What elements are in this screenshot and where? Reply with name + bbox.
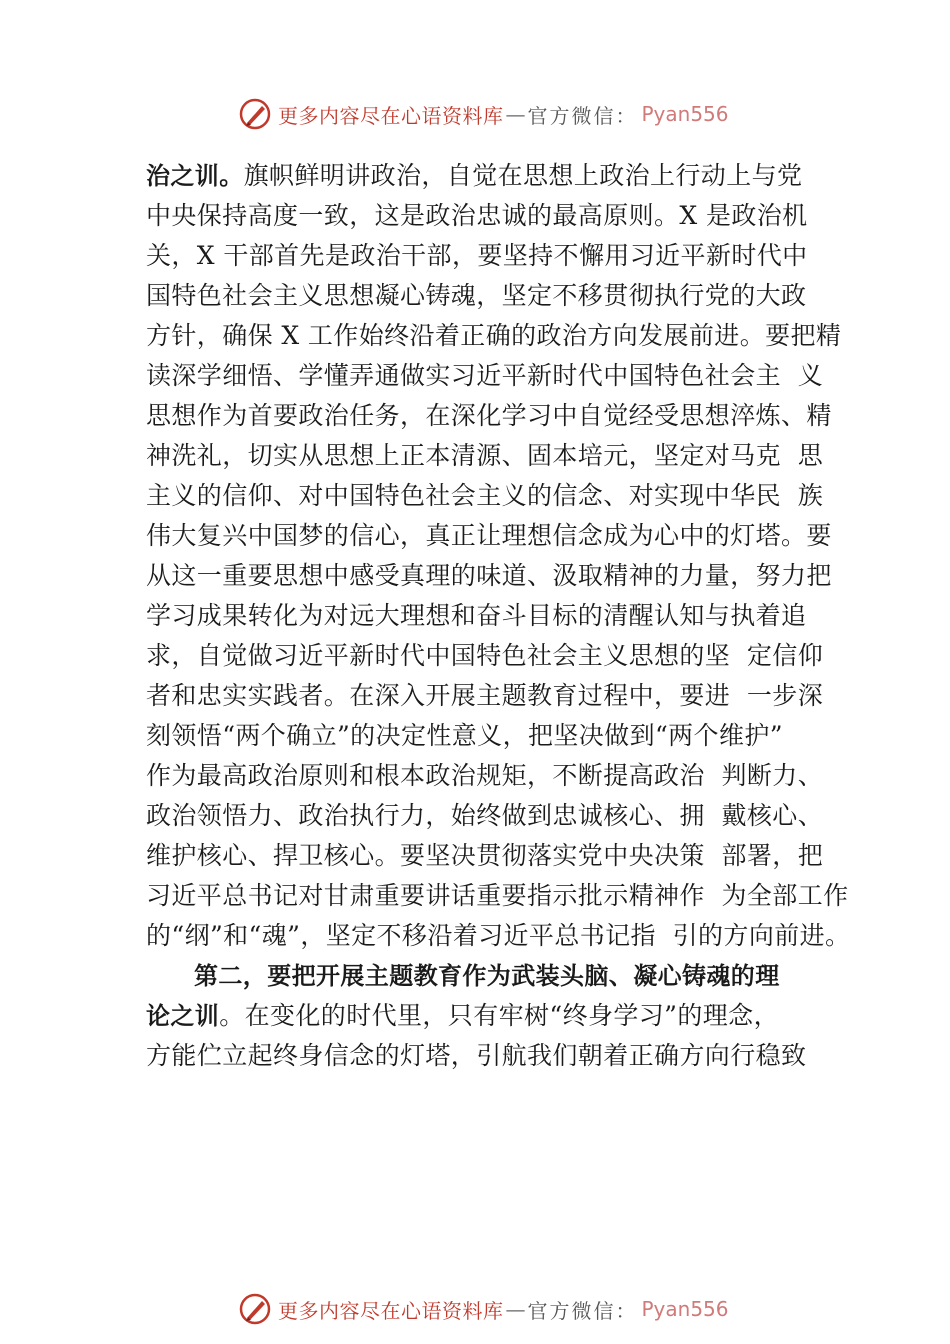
body-line: 从这一重要思想中感受真理的味道、汲取精神的力量，努力把: [146, 561, 832, 590]
body-line: 思想作为首要政治任务，在深化学习中自觉经受思想淬炼、精: [146, 401, 832, 430]
bold-lead: 治之训。: [146, 162, 244, 190]
body-line: 习近平总书记对甘肃重要讲话重要指示批示精神作 为全部工作: [146, 881, 849, 910]
footer-wechat-id: Pyan556: [641, 1297, 729, 1321]
line-text: 旗帜鲜明讲政治，自觉在思想上政治上行动上与党: [243, 161, 803, 190]
bold-lead: 论之训: [146, 1002, 220, 1030]
body-line: 作为最高政治原则和根本政治规矩，不断提高政治 判断力、: [146, 761, 824, 790]
body-line: 维护核心、捍卫核心。要坚决贯彻落实党中央决策 部署，把: [146, 841, 824, 870]
header-dash: —: [505, 102, 526, 126]
header-official: 官方微信：: [527, 103, 638, 128]
pen-logo-icon: [238, 97, 272, 131]
body-line: 伟大复兴中国梦的信心，真正让理想信念成为心中的灯塔。要: [146, 521, 832, 550]
body-line: 神洗礼，切实从思想上正本清源、固本培元，坚定对马克 思: [146, 441, 824, 470]
body-line: 方能伫立起终身信念的灯塔，引航我们朝着正确方向行稳致: [146, 1041, 807, 1070]
document-body: [146, 156, 851, 1076]
body-line: 的“纲”和“魂”，坚定不移沿着习近平总书记指 引的方向前进。: [146, 921, 851, 950]
body-line: 主义的信仰、对中国特色社会主义的信念、对实现中华民 族: [146, 481, 824, 510]
body-line: 中央保持高度一致，这是政治忠诚的最高原则。X 是政治机: [146, 201, 808, 230]
body-line: 关，X 干部首先是政治干部，要坚持不懈用习近平新时代中: [146, 241, 808, 270]
footer-banner: [238, 1291, 729, 1327]
body-line: 学习成果转化为对远大理想和奋斗目标的清醒认知与执着追: [146, 601, 807, 630]
pen-logo-icon: [238, 1292, 272, 1326]
body-line: 读深学细悟、学懂弄通做实习近平新时代中国特色社会主 义: [146, 361, 824, 390]
body-line: [146, 156, 846, 196]
footer-official: 官方微信：: [527, 1298, 638, 1323]
footer-dash: —: [505, 1297, 526, 1321]
footer-brand: 更多内容尽在心语资料库: [278, 1298, 504, 1323]
body-line: 国特色社会主义思想凝心铸魂，坚定不移贯彻执行党的大政: [146, 281, 807, 310]
body-line: 方针，确保 X 工作始终沿着正确的政治方向发展前进。要把精: [146, 321, 842, 350]
section-heading: 第二，要把开展主题教育作为武装头脑、凝心铸魂的理: [194, 962, 780, 990]
body-line: 者和忠实实践者。在深入开展主题教育过程中，要进 一步深: [146, 681, 824, 710]
body-line: 求，自觉做习近平新时代中国特色社会主义思想的坚 定信仰: [146, 641, 824, 670]
body-line: 刻领悟“两个确立”的决定性意义，把坚决做到“两个维护”: [146, 721, 783, 750]
body-line: [146, 996, 846, 1036]
header-wechat-id: Pyan556: [641, 102, 729, 126]
header-banner: [238, 96, 729, 132]
line-text: 。在变化的时代里，只有牢树“终身学习”的理念，: [219, 1001, 779, 1030]
body-line: 政治领悟力、政治执行力，始终做到忠诚核心、拥 戴核心、: [146, 801, 824, 830]
header-brand: 更多内容尽在心语资料库: [278, 103, 504, 128]
